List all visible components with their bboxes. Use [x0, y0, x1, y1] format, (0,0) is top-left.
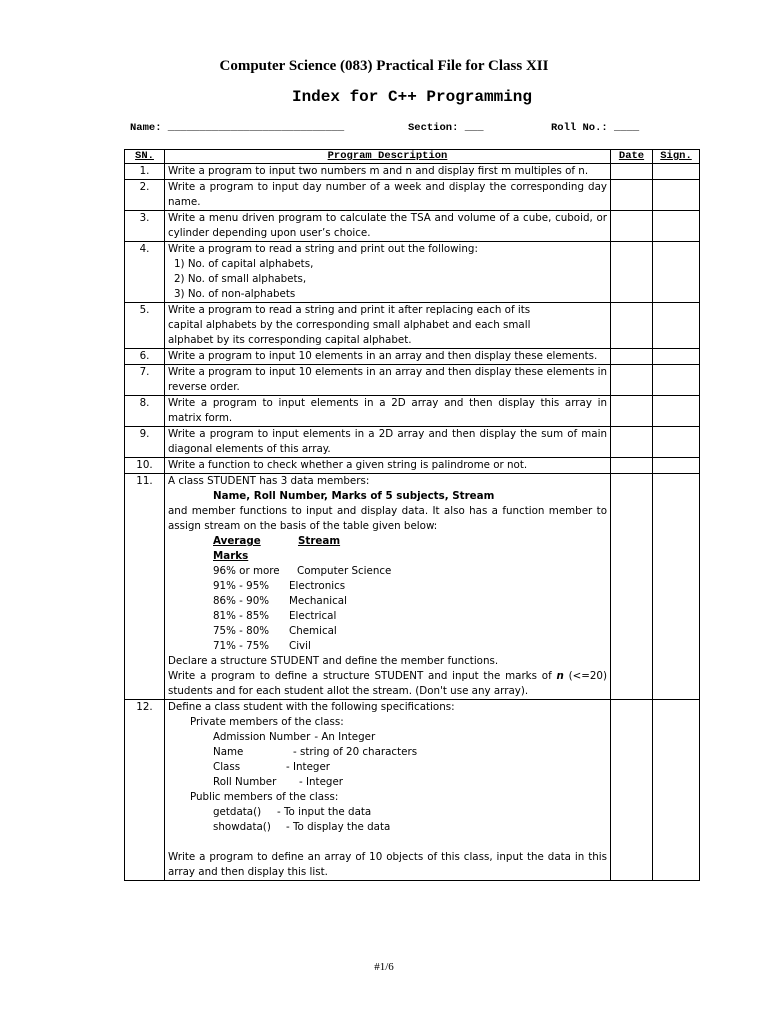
table-row	[125, 211, 700, 242]
table-row	[125, 427, 700, 458]
row-description	[165, 242, 611, 303]
date-cell	[611, 303, 653, 349]
row-sn: 4.	[125, 242, 165, 303]
date-cell	[611, 211, 653, 242]
date-cell	[611, 365, 653, 396]
date-cell	[611, 396, 653, 427]
row-description: Write a program to input 10 elements in an array and then display these elements in reverse order.	[165, 365, 611, 396]
list-item: 1) No. of capital alphabets,	[174, 258, 314, 270]
description-line: Write a program to define a structure STUDENT and input the marks of n (<=20) students and for each student allot the stream. (Don't use any array).	[168, 670, 607, 697]
data-members-line: Name, Roll Number, Marks of 5 subjects, Stream	[213, 490, 495, 502]
sign-cell	[653, 242, 700, 303]
table-row	[125, 365, 700, 396]
row-sn: 6.	[125, 349, 165, 365]
member-row: showdata() - To display the data	[213, 821, 391, 833]
stream-row: 86% - 90% Mechanical	[213, 595, 347, 607]
header-sign: Sign.	[653, 150, 700, 164]
description-line: Define a class student with the following specifications:	[168, 701, 455, 713]
sign-cell	[653, 396, 700, 427]
sign-cell	[653, 700, 700, 881]
table-row	[125, 474, 700, 700]
description-line: Write a program to define an array of 10 objects of this class, input the data in this array and then display this list.	[168, 851, 607, 878]
stream-row: 91% - 95% Electronics	[213, 580, 346, 592]
section-field-label: Section: ___	[408, 122, 484, 134]
table-row	[125, 303, 700, 349]
date-cell	[611, 427, 653, 458]
description-line: Write a program to read a string and print out the following:	[168, 243, 478, 255]
row-sn: 8.	[125, 396, 165, 427]
row-sn: 2.	[125, 180, 165, 211]
row-sn: 10.	[125, 458, 165, 474]
private-members-label: Private members of the class:	[190, 716, 344, 728]
program-index-table	[124, 149, 700, 881]
table-row	[125, 700, 700, 881]
date-cell	[611, 458, 653, 474]
sign-cell	[653, 427, 700, 458]
sign-cell	[653, 211, 700, 242]
date-cell	[611, 242, 653, 303]
stream-row: 71% - 75% Civil	[213, 640, 311, 652]
row-description: Write a function to check whether a given string is palindrome or not.	[165, 458, 611, 474]
row-sn: 7.	[125, 365, 165, 396]
member-row: Admission Number - An Integer	[213, 731, 376, 743]
row-description: Write a program to input 10 elements in an array and then display these elements.	[165, 349, 611, 365]
member-row: Roll Number - Integer	[213, 776, 344, 788]
row-description	[165, 700, 611, 881]
stream-row: 81% - 85% Electrical	[213, 610, 337, 622]
member-row: Class - Integer	[213, 761, 331, 773]
row-sn: 11.	[125, 474, 165, 700]
table-row	[125, 242, 700, 303]
table-row	[125, 180, 700, 211]
row-description	[165, 303, 611, 349]
spacer	[168, 835, 607, 850]
list-item: 2) No. of small alphabets,	[174, 273, 307, 285]
stream-table-header	[168, 534, 607, 564]
stream-row: 75% - 80% Chemical	[213, 625, 337, 637]
name-field-label: Name: ____________________________	[130, 122, 345, 134]
document-title: Computer Science (083) Practical File for Class XII	[219, 58, 549, 74]
row-description: Write a program to input two numbers m and n and display first m multiples of n.	[165, 164, 611, 180]
description-line: capital alphabets by the corresponding small alphabet and each small	[168, 319, 531, 331]
row-sn: 1.	[125, 164, 165, 180]
date-cell	[611, 164, 653, 180]
date-cell	[611, 474, 653, 700]
row-description: Write a program to input day number of a week and display the corresponding day name.	[165, 180, 611, 211]
sign-cell	[653, 164, 700, 180]
row-sn: 5.	[125, 303, 165, 349]
date-cell	[611, 180, 653, 211]
sign-cell	[653, 303, 700, 349]
sign-cell	[653, 349, 700, 365]
row-description	[165, 474, 611, 700]
document-subtitle: Index for C++ Programming	[291, 88, 533, 106]
page-number: #1/6	[374, 961, 394, 973]
table-header-row	[125, 150, 700, 164]
row-description: Write a menu driven program to calculate the TSA and volume of a cube, cuboid, or cylinder depending upon user’s choice.	[165, 211, 611, 242]
header-date: Date	[611, 150, 653, 164]
row-sn: 12.	[125, 700, 165, 881]
row-sn: 9.	[125, 427, 165, 458]
sign-cell	[653, 474, 700, 700]
description-line: Write a program to read a string and print it after replacing each of its	[168, 304, 531, 316]
row-description: Write a program to input elements in a 2D array and then display this array in matrix form.	[165, 396, 611, 427]
table-row	[125, 349, 700, 365]
sign-cell	[653, 365, 700, 396]
public-members-label: Public members of the class:	[190, 791, 339, 803]
description-line: alphabet by its corresponding capital alphabet.	[168, 334, 412, 346]
average-marks-heading: Average Marks	[213, 535, 261, 562]
description-line: and member functions to input and display data. It also has a function member to assign stream on the basis of the table given below:	[168, 505, 607, 532]
description-line: Declare a structure STUDENT and define the member functions.	[168, 655, 499, 667]
row-sn: 3.	[125, 211, 165, 242]
member-row: Name - string of 20 characters	[213, 746, 418, 758]
roll-field-label: Roll No.: ____	[551, 122, 640, 134]
table-row	[125, 458, 700, 474]
member-row: getdata() - To input the data	[213, 806, 372, 818]
list-item: 3) No. of non-alphabets	[174, 288, 296, 300]
table-row	[125, 396, 700, 427]
sign-cell	[653, 180, 700, 211]
date-cell	[611, 349, 653, 365]
sign-cell	[653, 458, 700, 474]
header-description: Program Description	[165, 150, 611, 164]
stream-heading: Stream	[298, 535, 341, 547]
date-cell	[611, 700, 653, 881]
table-row	[125, 164, 700, 180]
header-sn: SN.	[125, 150, 165, 164]
stream-row: 96% or more Computer Science	[213, 565, 392, 577]
description-line: A class STUDENT has 3 data members:	[168, 475, 370, 487]
row-description: Write a program to input elements in a 2D array and then display the sum of main diagonal elements of this array.	[165, 427, 611, 458]
